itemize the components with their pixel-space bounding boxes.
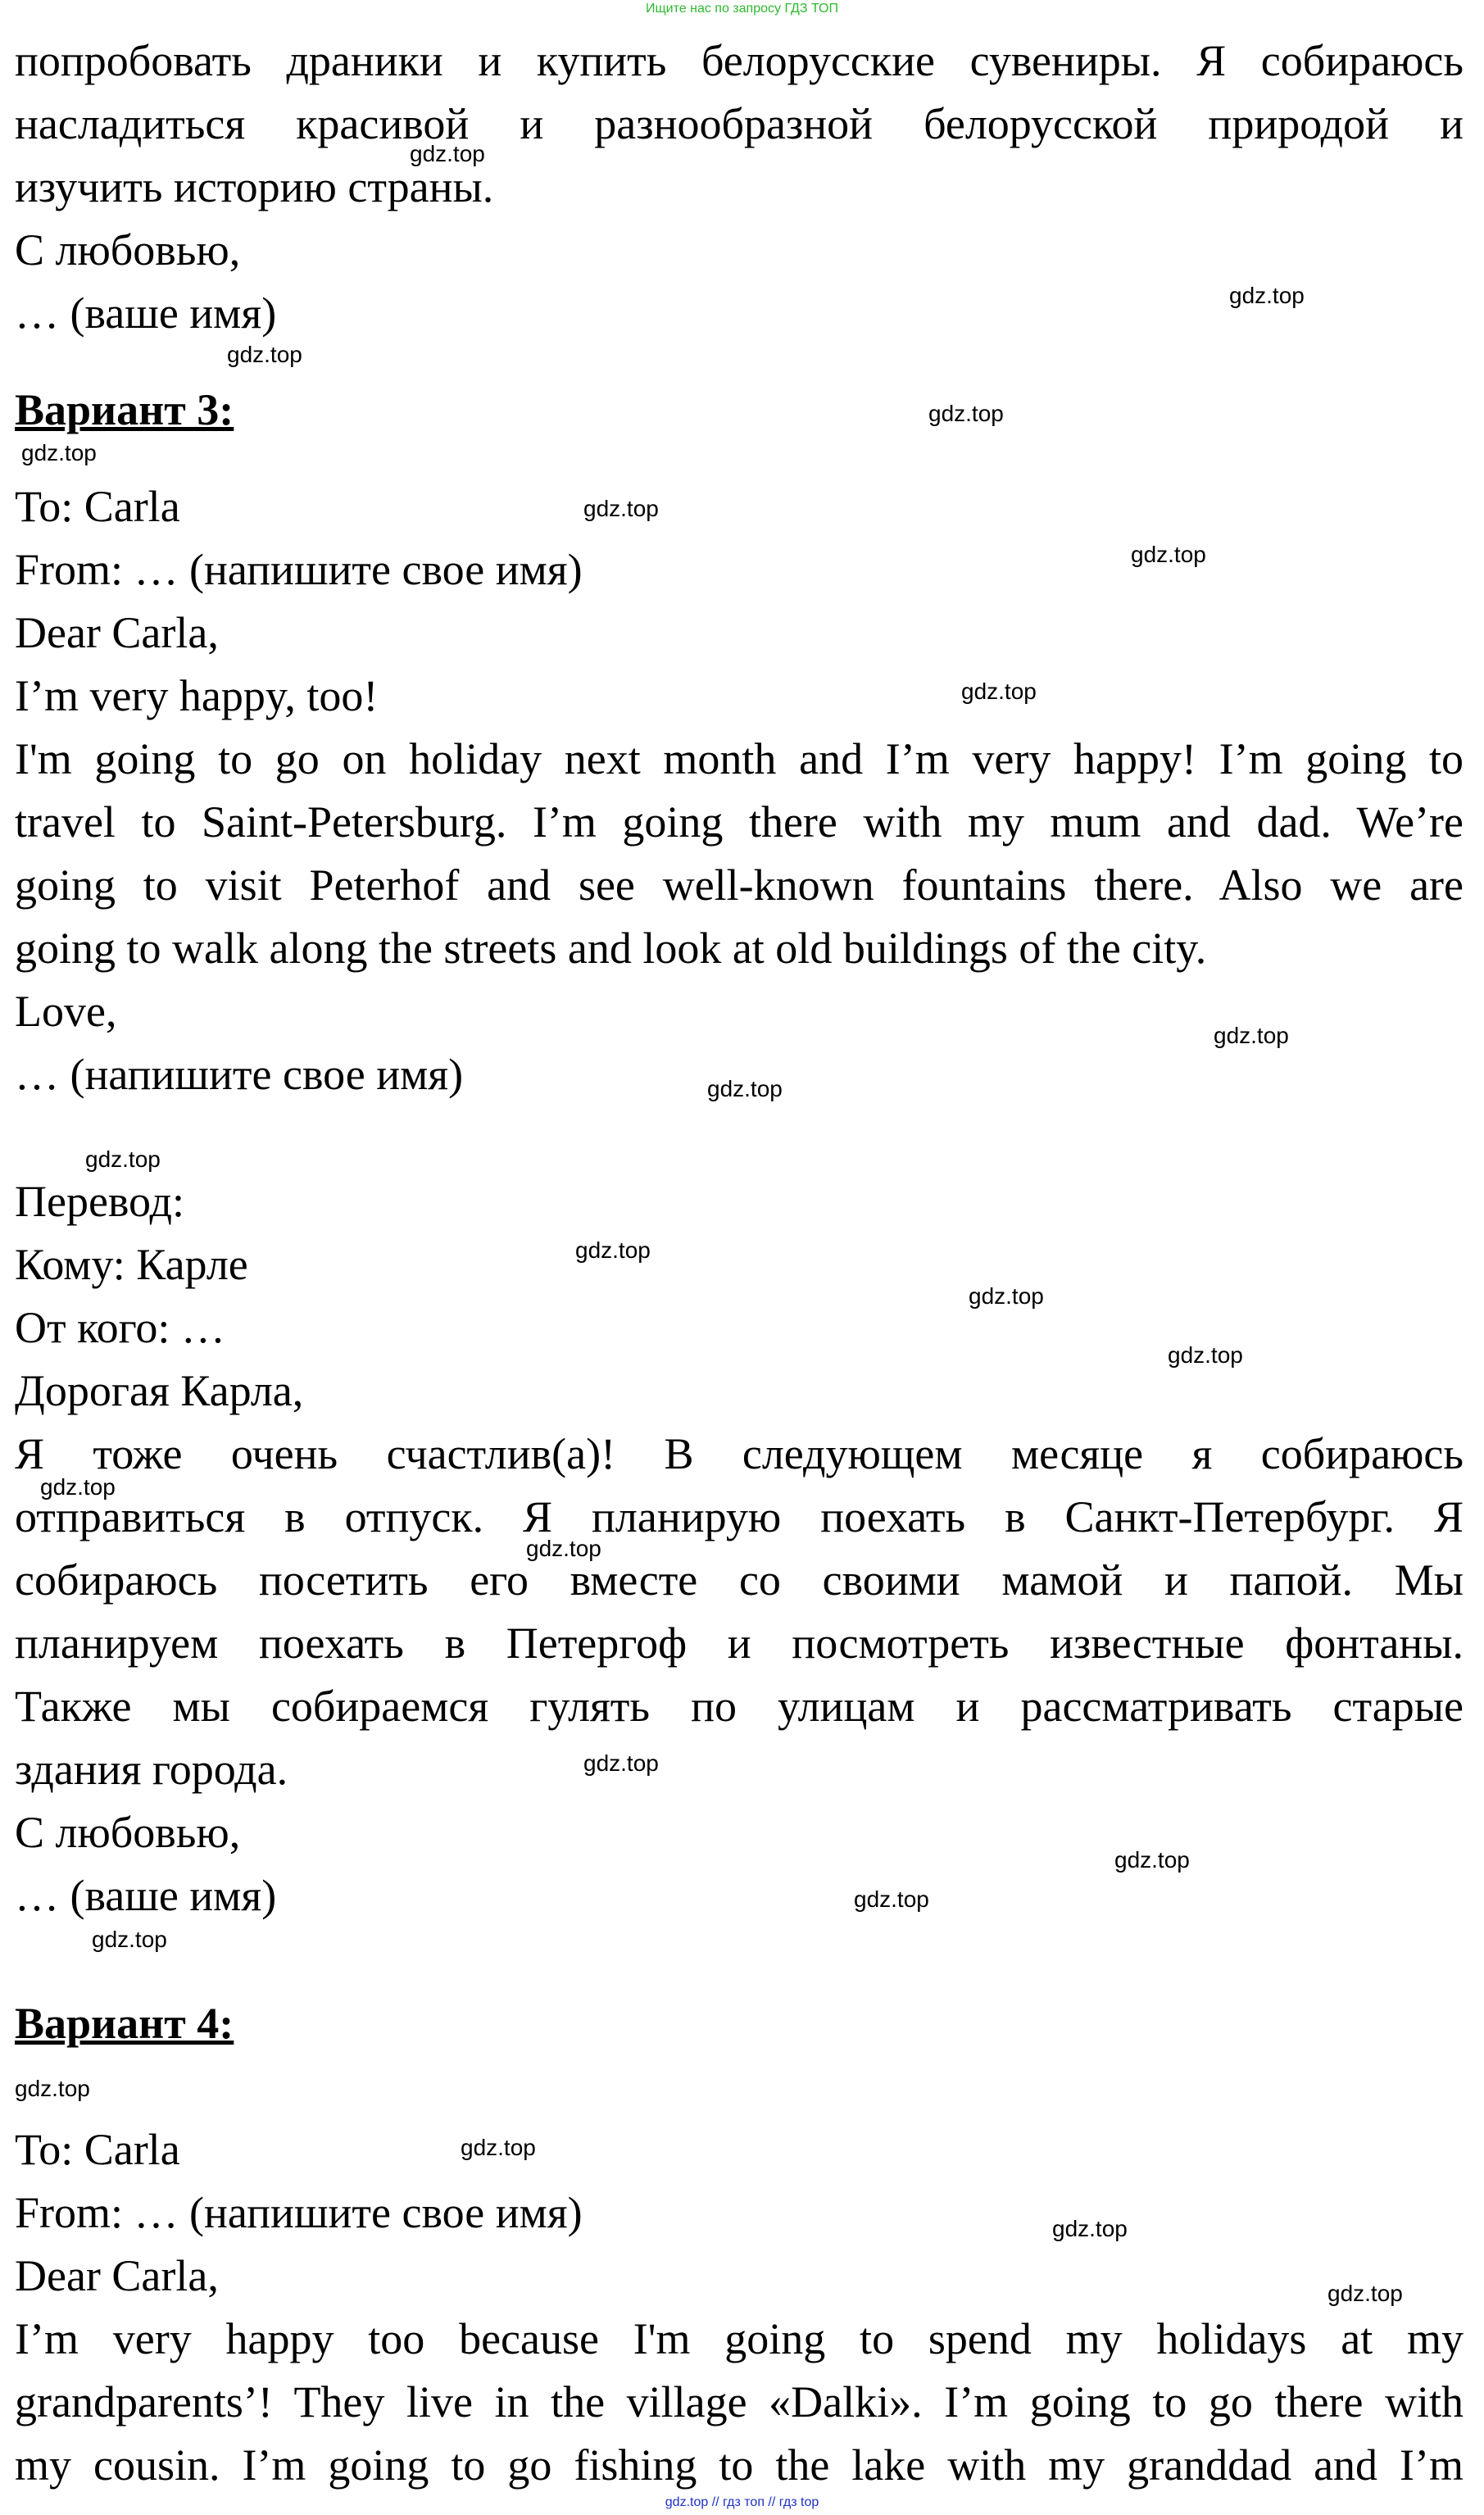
watermark: gdz.top	[1327, 2281, 1403, 2306]
text-line: going to visit Peterhof and see well-known fountains there. Also we are	[15, 860, 1464, 910]
text-line: To: Carla	[15, 482, 180, 531]
text-line: … (напишите свое имя)	[15, 1050, 464, 1099]
text-line: Также мы собираемся гулять по улицам и рассматривать старые	[15, 1682, 1464, 1731]
text-line: … (ваше имя)	[15, 1871, 277, 1920]
watermark: gdz.top	[461, 2135, 536, 2160]
text-line: travel to Saint-Petersburg. I’m going there with my mum and dad. We’re	[15, 797, 1464, 847]
text-line: Кому: Карле	[15, 1240, 248, 1289]
watermark: gdz.top	[85, 1146, 161, 1172]
watermark: gdz.top	[961, 679, 1037, 704]
watermark: gdz.top	[92, 1927, 167, 1952]
top-banner[interactable]: Ищите нас по запросу ГДЗ ТОП	[646, 2, 838, 16]
text-line: насладиться красивой и разнообразной белорусской природой и	[15, 99, 1464, 148]
text-line: изучить историю страны.	[15, 162, 494, 211]
text-line: Дорогая Карла,	[15, 1366, 304, 1415]
watermark: gdz.top	[583, 1750, 659, 1776]
text-line: my cousin. I’m going to go fishing to the lake with my granddad and I’m	[15, 2440, 1464, 2490]
watermark: gdz.top	[227, 342, 302, 367]
text-line: С любовью,	[15, 225, 241, 275]
text-line: Перевод:	[15, 1177, 184, 1226]
text-line: С любовью,	[15, 1808, 241, 1857]
text-line: From: … (напишите свое имя)	[15, 2188, 583, 2237]
text-line: планируем поехать в Петергоф и посмотреть известные фонтаны.	[15, 1618, 1464, 1668]
watermark: gdz.top	[1214, 1023, 1289, 1048]
section-heading-variant-3: Вариант 3:	[15, 385, 234, 434]
watermark: gdz.top	[1052, 2216, 1128, 2241]
watermark: gdz.top	[15, 2076, 90, 2101]
text-line: Dear Carla,	[15, 608, 219, 657]
text-line: Love,	[15, 987, 117, 1036]
watermark: gdz.top	[1131, 542, 1206, 567]
text-line: From: … (напишите свое имя)	[15, 545, 583, 594]
watermark: gdz.top	[410, 141, 485, 166]
text-line: Dear Carla,	[15, 2251, 219, 2300]
watermark: gdz.top	[583, 496, 659, 521]
text-line: здания города.	[15, 1745, 288, 1794]
watermark: gdz.top	[969, 1283, 1044, 1309]
text-line: Я тоже очень счастлив(а)! В следующем месяце я собираюсь	[15, 1429, 1464, 1478]
text-line: отправиться в отпуск. Я планирую поехать в Санкт-Петербург. Я	[15, 1492, 1464, 1541]
text-line: I'm going to go on holiday next month and I’m very happy! I’m going to	[15, 734, 1464, 783]
watermark: gdz.top	[854, 1886, 929, 1912]
section-heading-variant-4: Вариант 4:	[15, 1999, 234, 2048]
watermark: gdz.top	[1114, 1847, 1190, 1873]
watermark: gdz.top	[575, 1237, 651, 1263]
text-line: … (ваше имя)	[15, 288, 277, 338]
watermark: gdz.top	[40, 1474, 116, 1500]
text-line: I’m very happy too because I'm going to spend my holidays at my	[15, 2314, 1464, 2363]
text-line: собираюсь посетить его вместе со своими мамой и папой. Мы	[15, 1555, 1464, 1605]
text-line: От кого: …	[15, 1303, 225, 1352]
watermark: gdz.top	[21, 440, 97, 465]
watermark: gdz.top	[1168, 1342, 1243, 1368]
text-line: going to walk along the streets and look at old buildings of the city.	[15, 924, 1207, 973]
text-line: To: Carla	[15, 2125, 180, 2174]
watermark: gdz.top	[707, 1076, 783, 1101]
text-line: попробовать драники и купить белорусские сувениры. Я собираюсь	[15, 36, 1464, 85]
text-line: grandparents’! They live in the village «Dalki». I’m going to go there with	[15, 2377, 1464, 2426]
watermark: gdz.top	[1229, 283, 1305, 308]
text-line: I’m very happy, too!	[15, 671, 379, 720]
watermark: gdz.top	[928, 401, 1004, 426]
watermark: gdz.top	[526, 1536, 601, 1561]
footer-links[interactable]: gdz.top // гдз топ // гдз top	[665, 2495, 819, 2509]
